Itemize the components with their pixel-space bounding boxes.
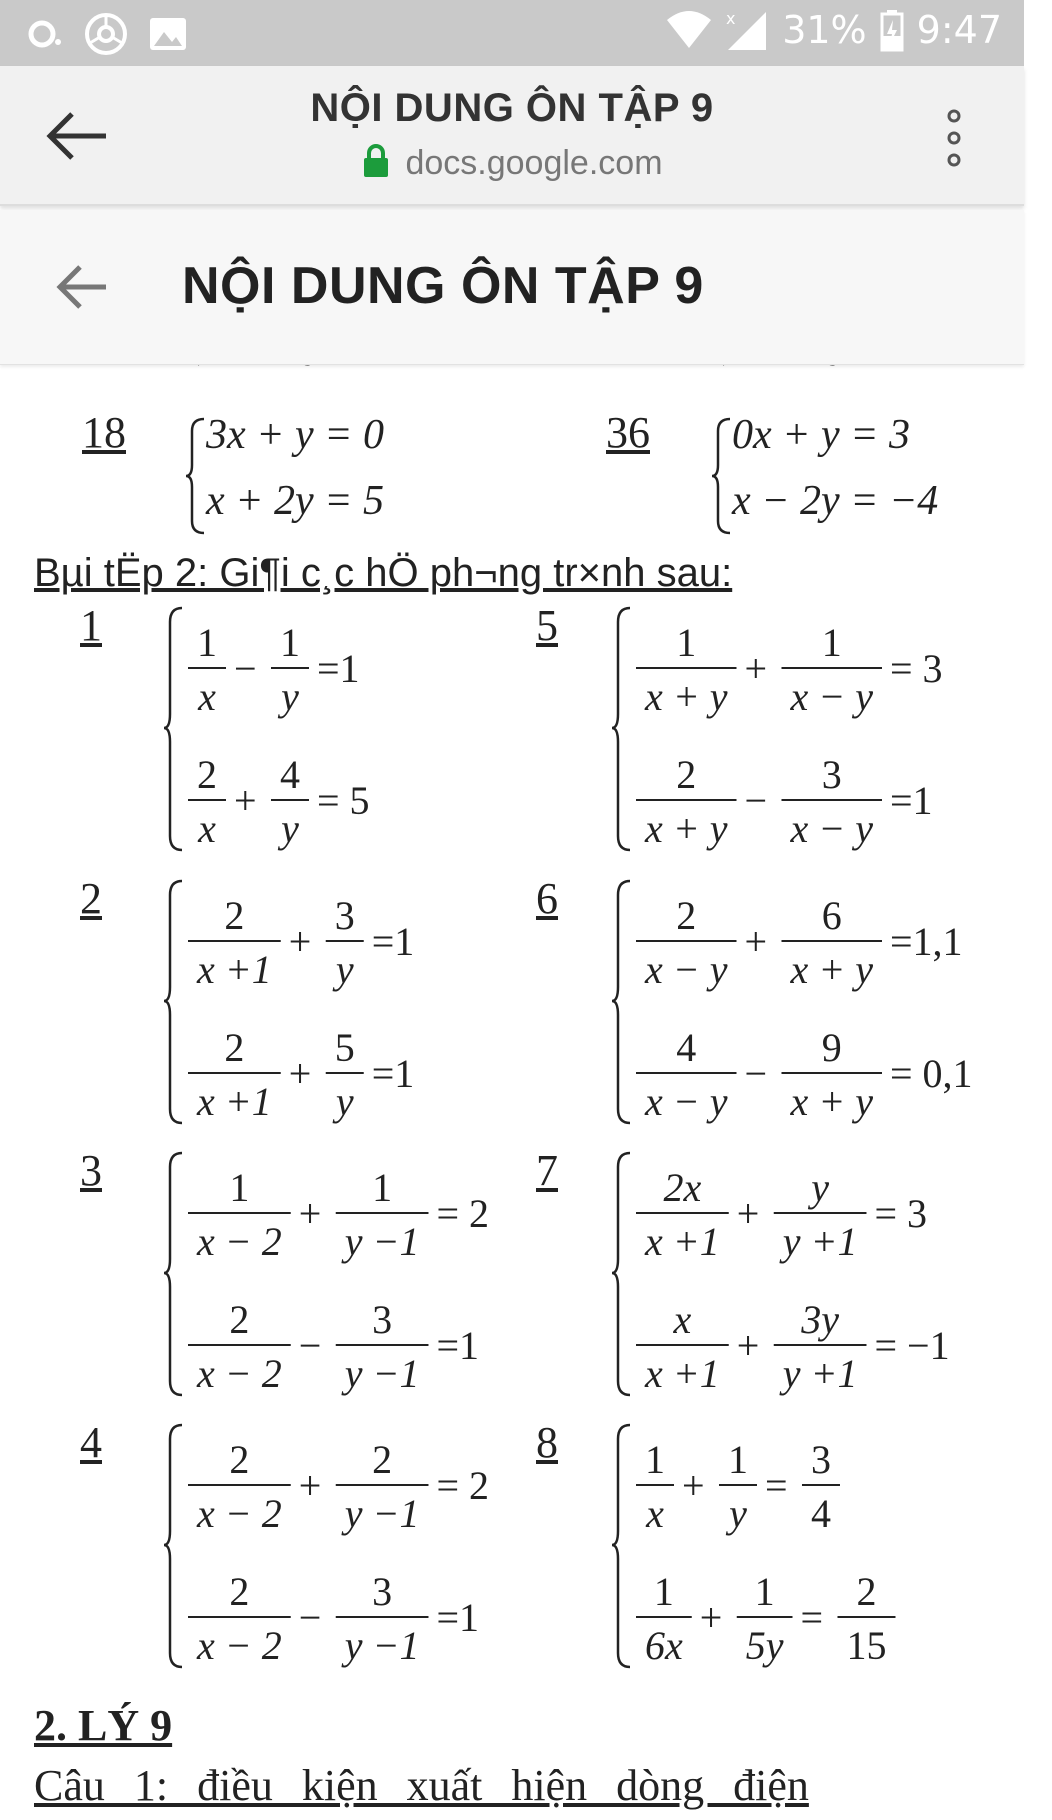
fraction-term: 2	[372, 1437, 393, 1482]
operator: =1	[371, 1051, 415, 1096]
sync-icon	[22, 12, 66, 56]
brace	[612, 881, 630, 1123]
fraction-term: 1	[279, 620, 300, 665]
operator: +	[298, 1191, 322, 1236]
operator: +	[288, 1051, 312, 1096]
operator: =1	[889, 778, 933, 823]
fraction-term: y	[335, 1079, 354, 1124]
problem-label: 5	[536, 601, 558, 650]
fraction-system	[612, 873, 1052, 1133]
fraction-term: 2	[229, 1569, 250, 1614]
equation: x − 2y = −4	[732, 478, 939, 524]
fraction-term: 1	[197, 620, 217, 665]
document-header	[0, 210, 1024, 365]
operator: −	[744, 778, 768, 823]
operator: +	[234, 778, 257, 823]
fraction-term: 2	[676, 752, 697, 797]
fraction-term: 4	[279, 752, 300, 797]
problem-label: 2	[80, 874, 102, 923]
fraction-term: 3	[810, 1437, 831, 1482]
fraction-term: 2	[197, 752, 217, 797]
lock-icon	[361, 144, 391, 178]
fraction-term: 2x	[663, 1165, 702, 1210]
document-content	[0, 355, 1024, 1820]
fraction-term: 1	[645, 1437, 665, 1482]
fraction-term: x − y	[645, 1079, 728, 1124]
operator: =	[764, 1463, 788, 1508]
equation-system	[536, 600, 1006, 860]
brace	[186, 417, 206, 535]
image-icon	[146, 12, 190, 56]
brace	[712, 417, 732, 535]
browser-url[interactable]	[0, 144, 1024, 183]
battery-icon	[879, 8, 905, 52]
operator: = 3	[874, 1191, 928, 1236]
equation-system	[80, 1145, 550, 1405]
battery-percent: 31%	[782, 8, 867, 52]
brace	[612, 1425, 630, 1667]
fraction-term: 2	[676, 893, 697, 938]
fraction-term: x +1	[196, 947, 272, 992]
browser-title: NỘI DUNG ÔN TẬP 9	[310, 86, 714, 130]
brace	[164, 608, 182, 850]
problem-label: 36	[606, 408, 650, 457]
fraction-term: 1	[754, 1569, 775, 1614]
operator: −	[298, 1595, 322, 1640]
operator: +	[288, 919, 312, 964]
document-title: NỘI DUNG ÔN TẬP 9	[182, 257, 704, 315]
fraction-term: 1	[676, 620, 697, 665]
fraction-term: 2	[856, 1569, 877, 1614]
fraction-term: y −1	[344, 1623, 420, 1668]
operator: +	[744, 646, 768, 691]
fraction-term: y +1	[782, 1351, 858, 1396]
equation-system	[536, 873, 1006, 1133]
brace	[164, 1425, 182, 1667]
operator: = 2	[436, 1191, 490, 1236]
fraction-term: 1	[229, 1165, 250, 1210]
operator: +	[736, 1323, 760, 1368]
status-bar	[0, 0, 1024, 66]
fraction-term: x − y	[645, 947, 728, 992]
fraction-term: 3	[372, 1569, 393, 1614]
operator: = 3	[889, 646, 943, 691]
fraction-system	[612, 1417, 1052, 1677]
operator: +	[736, 1191, 760, 1236]
fraction-term: y	[811, 1165, 829, 1210]
equation: x + 2y = 5	[206, 478, 384, 524]
fraction-term: x − 2	[196, 1491, 282, 1536]
url-text: docs.google.com	[405, 144, 663, 182]
clock: 9:47	[916, 8, 1002, 52]
operator: = 5	[316, 778, 370, 823]
fraction-system	[612, 1145, 1052, 1405]
fraction-term: x + y	[645, 674, 728, 719]
fraction-term: 1	[727, 1437, 748, 1482]
operator: +	[682, 1463, 705, 1508]
equation-system	[536, 1417, 1006, 1677]
operator: +	[298, 1463, 322, 1508]
problem-label: 8	[536, 1418, 558, 1467]
operator: = −1	[874, 1323, 950, 1368]
fraction-term: 2	[229, 1297, 250, 1342]
fraction-term: y	[335, 947, 354, 992]
fraction-term: x − 2	[196, 1219, 282, 1264]
fraction-term: x +1	[644, 1219, 720, 1264]
equation-system	[80, 600, 550, 860]
equation-system	[80, 1417, 550, 1677]
fraction-term: 1	[372, 1165, 393, 1210]
fraction-term: x + y	[790, 947, 873, 992]
brace	[612, 608, 630, 850]
fraction-term: 3	[372, 1297, 393, 1342]
brace	[164, 881, 182, 1123]
fraction-term: x +1	[644, 1351, 720, 1396]
fraction-term: x + y	[645, 806, 728, 851]
fraction-term: 6	[821, 893, 842, 938]
chrome-icon	[84, 12, 128, 56]
fraction-term: 15	[846, 1623, 887, 1668]
problem-label: 18	[82, 408, 126, 457]
fraction-system	[612, 600, 1052, 860]
doc-back-arrow-icon[interactable]	[54, 262, 110, 312]
operator: =1	[371, 919, 415, 964]
operator: −	[298, 1323, 322, 1368]
fraction-term: x − y	[790, 674, 873, 719]
fraction-term: x − y	[790, 806, 873, 851]
wifi-icon	[666, 10, 712, 50]
fraction-term: y	[729, 1491, 747, 1536]
fraction-term: y −1	[344, 1351, 420, 1396]
fraction-term: y	[281, 806, 299, 851]
fraction-term: 2	[224, 1025, 245, 1070]
browser-toolbar	[0, 66, 1024, 206]
operator: =1,1	[889, 919, 963, 964]
operator: +	[744, 919, 768, 964]
fraction-term: 5	[334, 1025, 355, 1070]
fraction-term: 9	[821, 1025, 842, 1070]
problem-label: 1	[80, 601, 102, 650]
equation-system	[536, 1145, 1006, 1405]
operator: −	[234, 646, 257, 691]
fraction-term: y −1	[344, 1219, 420, 1264]
fraction-term: 6x	[644, 1623, 683, 1668]
problem-label: 6	[536, 874, 558, 923]
fraction-term: y	[281, 674, 299, 719]
brace	[164, 1153, 182, 1395]
fraction-term: 2	[224, 893, 245, 938]
fraction-term: 2	[229, 1437, 250, 1482]
fraction-term: x − 2	[196, 1623, 282, 1668]
fraction-term: 3	[334, 893, 355, 938]
section-heading: 2. LÝ 9	[34, 1701, 173, 1750]
operator: =1	[316, 646, 360, 691]
problem-label: 4	[80, 1418, 102, 1467]
fraction-term: x − 2	[196, 1351, 282, 1396]
operator: −	[744, 1051, 768, 1096]
fraction-term: x	[198, 806, 216, 851]
brace	[612, 1153, 630, 1395]
equation: 3x + y = 0	[206, 412, 384, 458]
svg-text:x: x	[726, 9, 736, 28]
fraction-term: y +1	[782, 1219, 858, 1264]
fraction-term: 5y	[745, 1623, 784, 1668]
section-title: Bµi tËp 2: Gi¶i c¸c hÖ ph¬ng tr×nh sau:	[34, 551, 733, 595]
operator: = 2	[436, 1463, 490, 1508]
fraction-term: 1	[653, 1569, 674, 1614]
fraction-term: x + y	[790, 1079, 873, 1124]
fraction-term: x	[673, 1297, 692, 1342]
fraction-term: 3y	[801, 1297, 839, 1342]
fraction-term: y −1	[344, 1491, 420, 1536]
fraction-term: 3	[821, 752, 842, 797]
fraction-term: 4	[676, 1025, 697, 1070]
operator: = 0,1	[889, 1051, 973, 1096]
operator: =	[800, 1595, 824, 1640]
operator: =1	[436, 1595, 480, 1640]
operator: =1	[436, 1323, 480, 1368]
equation: 0x + y = 3	[732, 412, 910, 458]
question-text: Câu 1: điều kiện xuất hiện dòng điện	[34, 1761, 809, 1810]
problem-label: 7	[536, 1146, 558, 1195]
fraction-term: x +1	[196, 1079, 272, 1124]
fraction-term: 4	[810, 1491, 831, 1536]
fraction-term: x	[198, 674, 216, 719]
problem-label: 3	[80, 1146, 102, 1195]
operator: +	[699, 1595, 723, 1640]
fraction-term: 1	[821, 620, 842, 665]
signal-icon	[724, 8, 770, 52]
more-options-icon[interactable]	[944, 108, 964, 168]
equation-system	[80, 873, 550, 1133]
fraction-term: x	[646, 1491, 664, 1536]
